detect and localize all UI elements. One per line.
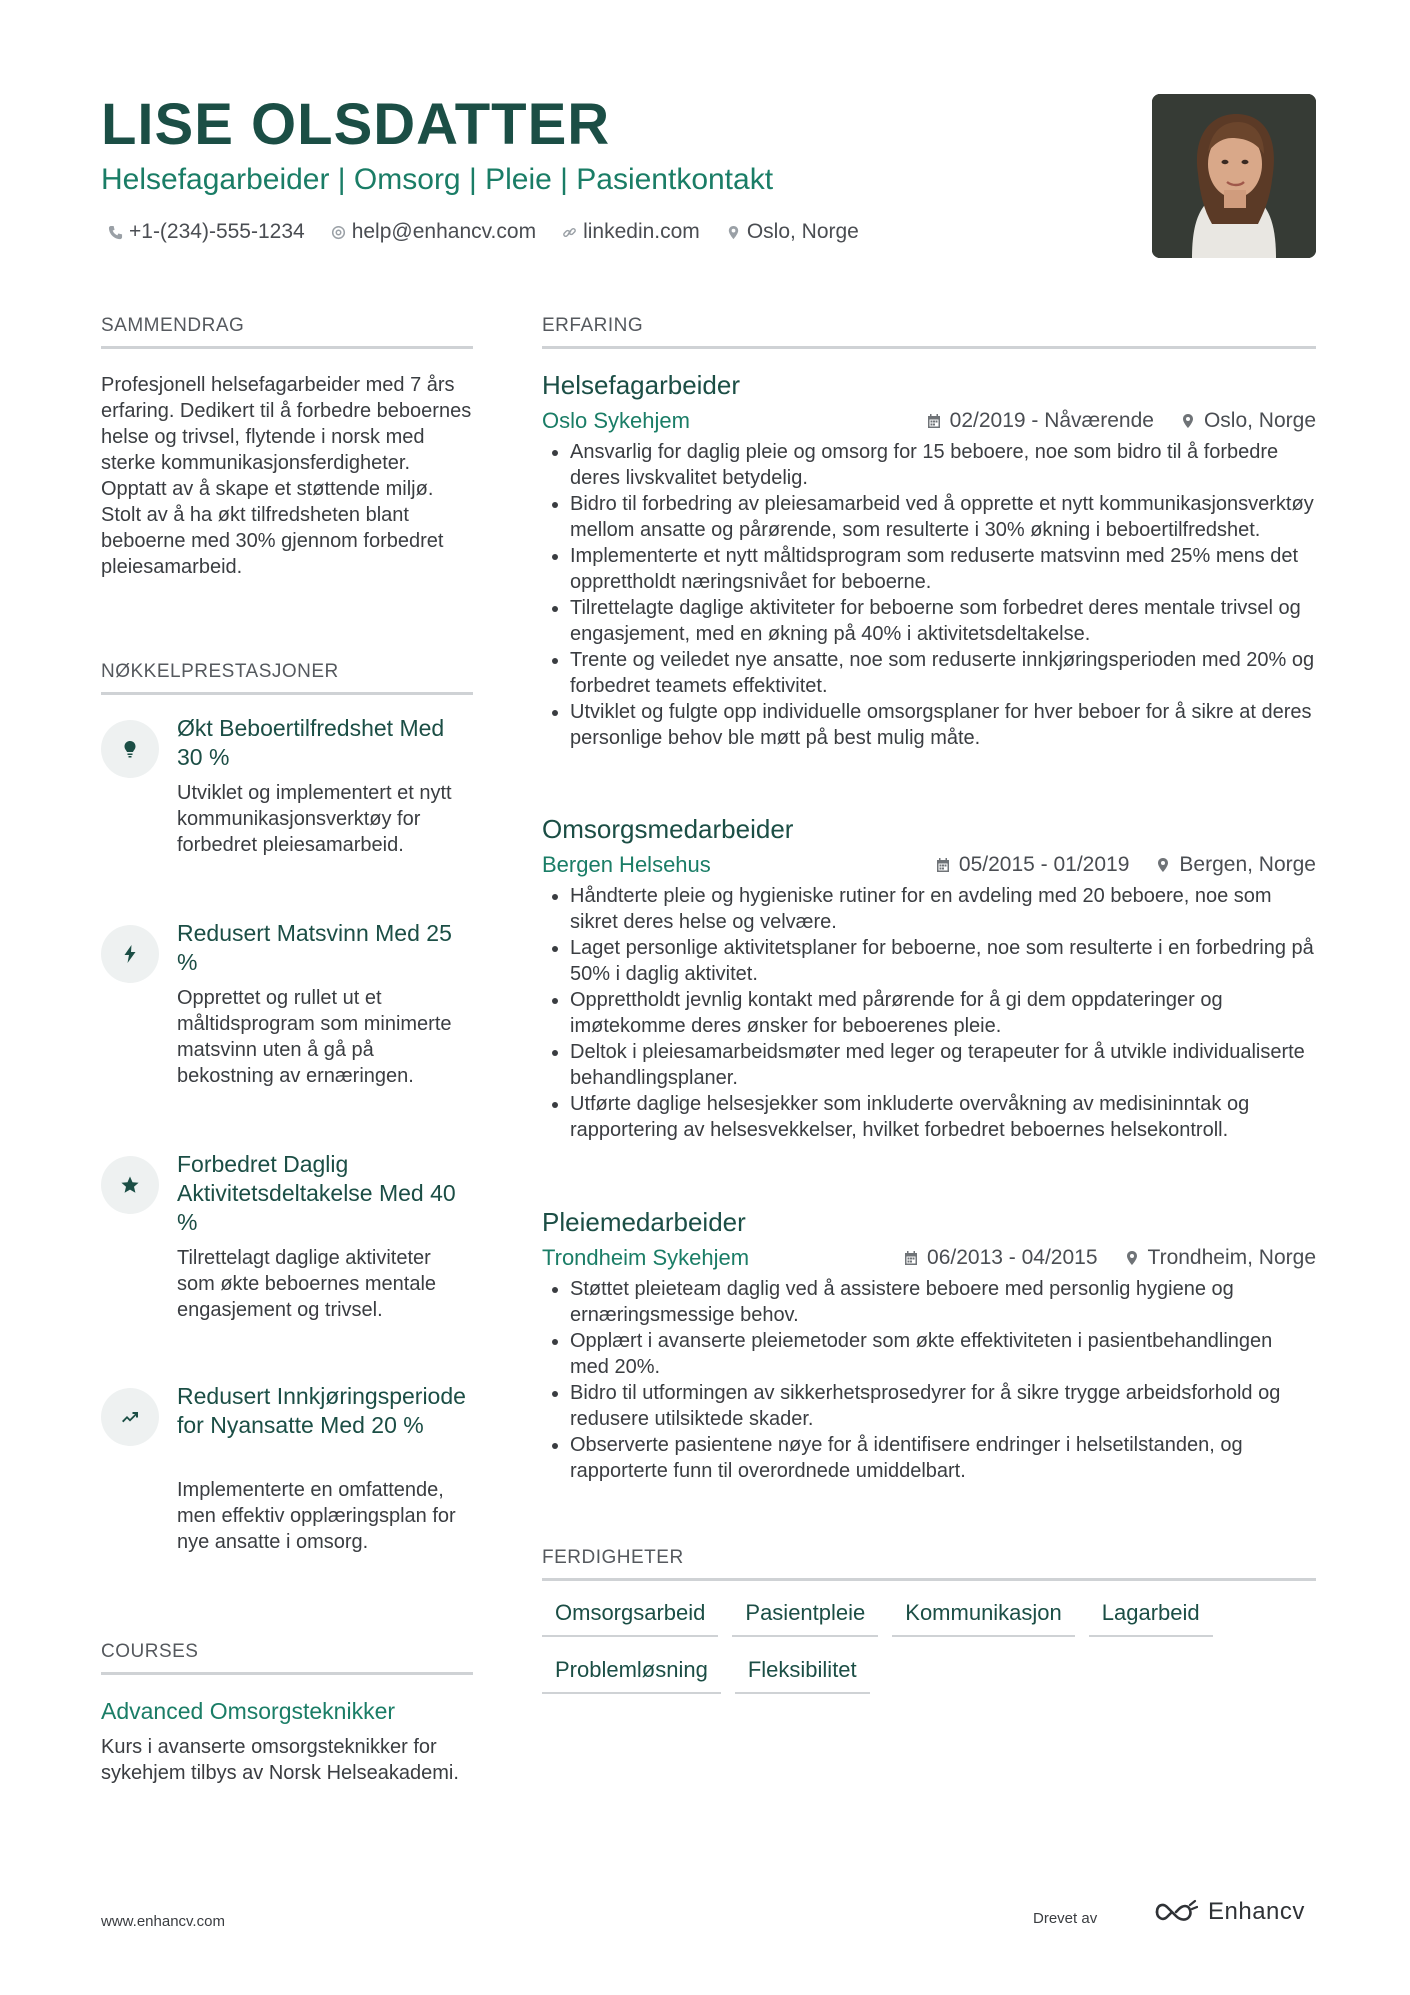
bullet-item: Opprettholdt jevnlig kontakt med pårørende for å gi dem oppdateringer og imøtekomme deres ønsker for beboerenes pleie. <box>570 987 1316 1039</box>
achievement-title: Forbedret Daglig Aktivitetsdeltakelse Med 40 % <box>177 1151 456 1235</box>
achievement-description: Implementerte en omfattende, men effektiv opplæringsplan for nye ansatte i omsorg. <box>177 1479 456 1553</box>
enhancv-logo-text: Enhancv <box>1208 1898 1305 1925</box>
job-dates-text: 06/2013 - 04/2015 <box>927 1246 1098 1269</box>
job-dates <box>903 1246 1097 1270</box>
experience-entry <box>542 1206 1316 1484</box>
bullet-item: Utførte daglige helsesjekker som inkluderte overvåkning av medisininntak og rapportering av helsesvekkelser, hvilket forbedret beboernes helsekontroll. <box>570 1091 1316 1143</box>
contact-email-text: help@enhancv.com <box>351 220 537 243</box>
skill-tag: Fleksibilitet <box>735 1657 870 1694</box>
job-bullets <box>542 883 1316 1143</box>
location-icon <box>1155 857 1171 873</box>
headline: Helsefagarbeider | Omsorg | Pleie | Pasientkontakt <box>101 163 774 196</box>
job-title: Pleiemedarbeider <box>542 1207 746 1237</box>
bullet-item: Tilrettelagte daglige aktiviteter for beboerne som forbedret deres mentale trivsel og engasjement, med en økning på 40% i aktivitetsdeltakelse. <box>570 595 1316 647</box>
company-name: Trondheim Sykehjem <box>542 1245 750 1270</box>
trend-arrow-icon <box>120 1407 140 1427</box>
star-icon <box>120 1175 140 1195</box>
achievements-heading: NØKKELPRESTASJONER <box>101 660 473 695</box>
contact-bar <box>108 220 859 244</box>
achievement-title: Redusert Innkjøringsperiode for Nyansatte Med 20 % <box>177 1383 466 1438</box>
achievement-description: Opprettet og rullet ut et måltidsprogram som minimerte matsvinn uten å gå på bekostning av ernæringen. <box>177 987 452 1087</box>
job-title: Omsorgsmedarbeider <box>542 814 794 844</box>
calendar-icon <box>935 857 951 873</box>
bullet-item: Bidro til forbedring av pleiesamarbeid ved å opprette et nytt kommunikasjonsverktøy mellom ansatte og pårørende, som resulterte i 30% økning i beboertilfredshet. <box>570 491 1316 543</box>
contact-linkedin[interactable] <box>562 220 700 244</box>
bullet-item: Laget personlige aktivitetsplaner for beboerne, noe som resulterte i en forbedring på 50% i daglig aktivitet. <box>570 935 1316 987</box>
job-bullets <box>542 439 1316 751</box>
job-location <box>1180 409 1316 433</box>
footer-powered-by: Drevet av <box>1033 1910 1098 1927</box>
bullet-item: Deltok i pleiesamarbeidsmøter med leger og terapeuter for å utvikle individualiserte behandlingsplaner. <box>570 1039 1316 1091</box>
job-location-text: Oslo, Norge <box>1203 409 1316 432</box>
achievement-icon-wrap <box>101 720 159 778</box>
skill-tag: Lagarbeid <box>1089 1600 1213 1637</box>
enhancv-logo[interactable] <box>1154 1898 1305 1926</box>
bullet-item: Implementerte et nytt måltidsprogram som reduserte matsvinn med 25% mens det opprettholdt næringsnivået for beboerne. <box>570 543 1316 595</box>
summary-text: Profesjonell helsefagarbeider med 7 års erfaring. Dedikert til å forbedre beboernes helse og trivsel, flytende i norsk med sterke kommunikasjonsferdigheter. Opptatt av å skape et støttende miljø. Stolt av å ha økt tilfredsheten blant beboerne med 30% gjennom forbedret pleiesamarbeid. <box>101 374 472 578</box>
courses-heading: COURSES <box>101 1640 473 1675</box>
bullet-item: Trente og veiledet nye ansatte, noe som reduserte innkjøringsperioden med 20% og forbedret teamets effektivitet. <box>570 649 1315 697</box>
achievement-icon-wrap <box>101 1388 159 1446</box>
experience-entry <box>542 369 1316 751</box>
link-icon <box>562 225 577 240</box>
job-bullets <box>542 1276 1316 1484</box>
job-location-text: Bergen, Norge <box>1179 853 1316 876</box>
summary-heading: SAMMENDRAG <box>101 314 473 349</box>
job-location <box>1124 1246 1316 1270</box>
job-dates-text: 05/2015 - 01/2019 <box>958 853 1130 876</box>
company-name: Bergen Helsehus <box>542 852 711 877</box>
job-dates-text: 02/2019 - Nåværende <box>949 409 1154 432</box>
location-icon <box>1180 413 1196 429</box>
achievement-title: Redusert Matsvinn Med 25 % <box>177 920 452 975</box>
bullet-item: Opplært i avanserte pleiemetoder som økte effektiviteten i pasientbehandlingen med 20%. <box>570 1328 1316 1380</box>
footer-url[interactable]: www.enhancv.com <box>101 1913 225 1930</box>
achievement-title: Økt Beboertilfredshet Med 30 % <box>177 715 445 770</box>
skills-heading: FERDIGHETER <box>542 1546 1316 1581</box>
experience-heading: ERFARING <box>542 314 1316 349</box>
skill-tag: Omsorgsarbeid <box>542 1600 718 1637</box>
contact-linkedin-text: linkedin.com <box>583 220 700 243</box>
location-icon <box>1124 1250 1140 1266</box>
achievement-icon-wrap <box>101 1156 159 1214</box>
calendar-icon <box>926 413 942 429</box>
bullet-item: Bidro til utformingen av sikkerhetsprosedyrer for å sikre trygge arbeidsforhold og redusere utilsiktede skader. <box>570 1380 1316 1432</box>
contact-location <box>726 220 859 244</box>
at-icon <box>331 225 346 240</box>
bullet-item: Ansvarlig for daglig pleie og omsorg for 15 beboere, noe som bidro til å forbedre deres livskvalitet betydelig. <box>570 439 1316 491</box>
skill-tag: Pasientpleie <box>732 1600 878 1637</box>
job-location <box>1155 853 1316 877</box>
job-title: Helsefagarbeider <box>542 370 741 400</box>
contact-location-text: Oslo, Norge <box>746 220 859 243</box>
skills-list <box>542 1600 1316 1714</box>
calendar-icon <box>903 1250 919 1266</box>
portrait-image <box>1152 94 1316 258</box>
company-name: Oslo Sykehjem <box>542 408 690 433</box>
enhancv-logo-icon <box>1154 1899 1198 1925</box>
job-dates <box>926 409 1154 433</box>
lightning-icon <box>120 944 140 964</box>
bullet-item: Håndterte pleie og hygieniske rutiner for en avdeling med 20 beboere, noe som sikret deres helse og velvære. <box>570 883 1316 935</box>
course-title: Advanced Omsorgsteknikker <box>101 1698 396 1724</box>
bullet-item: Utviklet og fulgte opp individuelle omsorgsplaner for hver beboer for å sikre at deres personlige behov ble møtt på best mulig måte. <box>570 699 1316 751</box>
skill-tag: Problemløsning <box>542 1657 721 1694</box>
bullet-item: Observerte pasientene nøye for å identifisere endringer i helsetilstanden, og rapporterte funn til overordnede umiddelbart. <box>570 1432 1316 1484</box>
phone-icon <box>108 225 123 240</box>
achievement-icon-wrap <box>101 925 159 983</box>
experience-entry <box>542 813 1316 1143</box>
lightbulb-icon <box>120 739 140 759</box>
contact-email[interactable] <box>331 220 536 244</box>
course-description: Kurs i avanserte omsorgsteknikker for sykehjem tilbys av Norsk Helseakademi. <box>101 1736 459 1784</box>
skill-tag: Kommunikasjon <box>892 1600 1075 1637</box>
job-dates <box>935 853 1129 877</box>
achievement-description: Tilrettelagt daglige aktiviteter som økte beboernes mentale engasjement og trivsel. <box>177 1247 437 1321</box>
job-location-text: Trondheim, Norge <box>1147 1246 1316 1269</box>
candidate-name: LISE OLSDATTER <box>101 92 611 157</box>
bullet-item: Støttet pleieteam daglig ved å assistere beboere med personlig hygiene og ernæringsmessige behov. <box>570 1276 1316 1328</box>
profile-photo <box>1152 94 1316 258</box>
achievement-description: Utviklet og implementert et nytt kommunikasjonsverktøy for forbedret pleiesamarbeid. <box>177 782 452 856</box>
location-icon <box>726 225 741 240</box>
contact-phone[interactable] <box>108 220 305 244</box>
contact-phone-text: +1-(234)-555-1234 <box>129 220 305 243</box>
